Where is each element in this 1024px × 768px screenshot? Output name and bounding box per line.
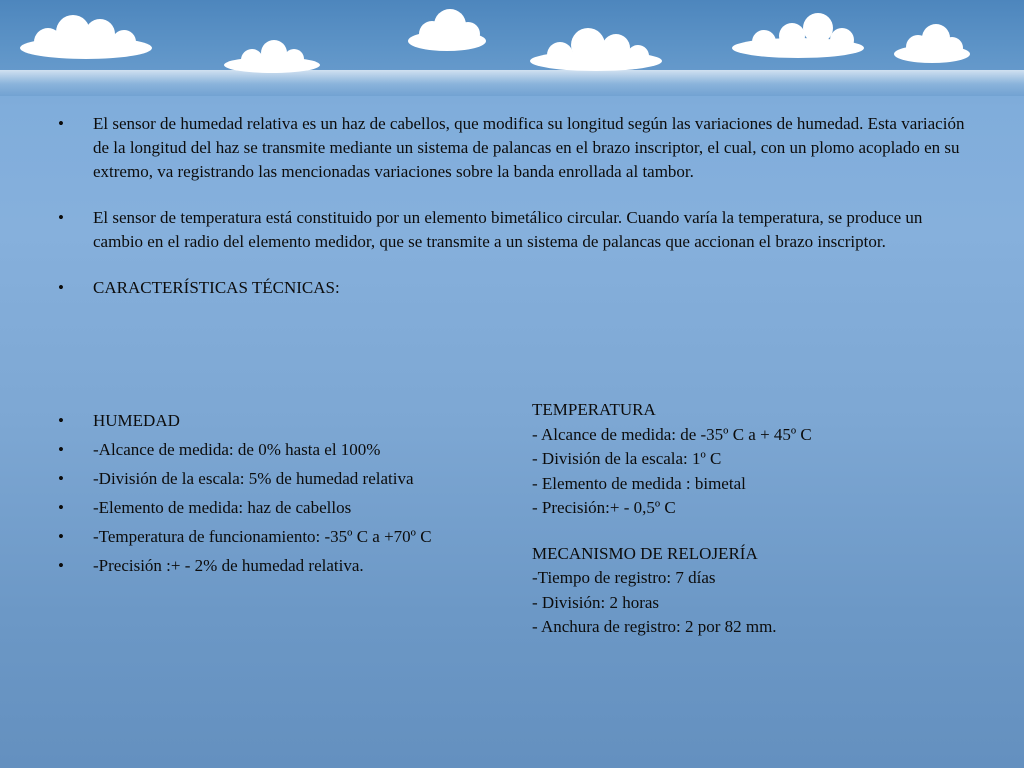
- humidity-operating-temp: • -Temperatura de funcionamiento: -35º C a +70º C: [58, 522, 518, 551]
- horizon-band: [0, 70, 1024, 96]
- paragraph-humidity-sensor: • El sensor de humedad relativa es un haz de cabellos, que modifica su longitud según las variaciones de humedad. Esta variación de la longitud del haz se transmite mediante un sistema de palancas en el brazo inscriptor, el cual, con un plomo acoplado en su extremo, va registrando las mencionadas variaciones sobre la banda enrollada al tambor.: [58, 112, 968, 184]
- cloud-3: [406, 8, 488, 52]
- cloud-1: [18, 14, 154, 60]
- cloud-6: [892, 22, 972, 64]
- clockwork-record-time: -Tiempo de registro: 7 días: [532, 568, 716, 587]
- cloud-5: [730, 12, 866, 60]
- heading-technical-specs: • CARACTERÍSTICAS TÉCNICAS:: [58, 276, 968, 300]
- temperature-range: - Alcance de medida: de -35º C a + 45º C: [532, 424, 812, 444]
- clockwork-record-width: - Anchura de registro: 2 por 82 mm.: [532, 617, 777, 636]
- humidity-precision: • -Precisión :+ - 2% de humedad relativa.: [58, 551, 518, 580]
- slide-body: [58, 112, 968, 324]
- humidity-scale: • -División de la escala: 5% de humedad relativa: [58, 464, 518, 493]
- paragraph-temperature-sensor: • El sensor de temperatura está constituido por un elemento bimetálico circular. Cuando varía la temperatura, se produce un cambio en el radio del elemento medidor, que se transmite a un sistema de palancas que accionan el brazo inscriptor.: [58, 206, 968, 254]
- cloud-4: [528, 28, 664, 72]
- cloud-2: [222, 40, 322, 74]
- humidity-element: • -Elemento de medida: haz de cabellos: [58, 493, 518, 522]
- temperature-element: - Elemento de medida : bimetal: [532, 473, 746, 493]
- humidity-specs: [58, 406, 518, 580]
- spacer: [532, 521, 952, 542]
- clockwork-division: - División: 2 horas: [532, 592, 660, 612]
- right-column: [532, 398, 952, 640]
- intro-list: [58, 112, 968, 300]
- temperature-heading: TEMPERATURA: [532, 400, 656, 419]
- humidity-range: • -Alcance de medida: de 0% hasta el 100%: [58, 435, 518, 464]
- temperature-precision: - Precisión:+ - 0,5º C: [532, 498, 676, 517]
- humidity-list: [58, 406, 518, 580]
- sky-banner: [0, 0, 1024, 96]
- clockwork-heading: MECANISMO DE RELOJERÍA: [532, 543, 758, 563]
- temperature-scale: - División de la escala: 1º C: [532, 449, 722, 468]
- humidity-heading: • HUMEDAD: [58, 406, 518, 435]
